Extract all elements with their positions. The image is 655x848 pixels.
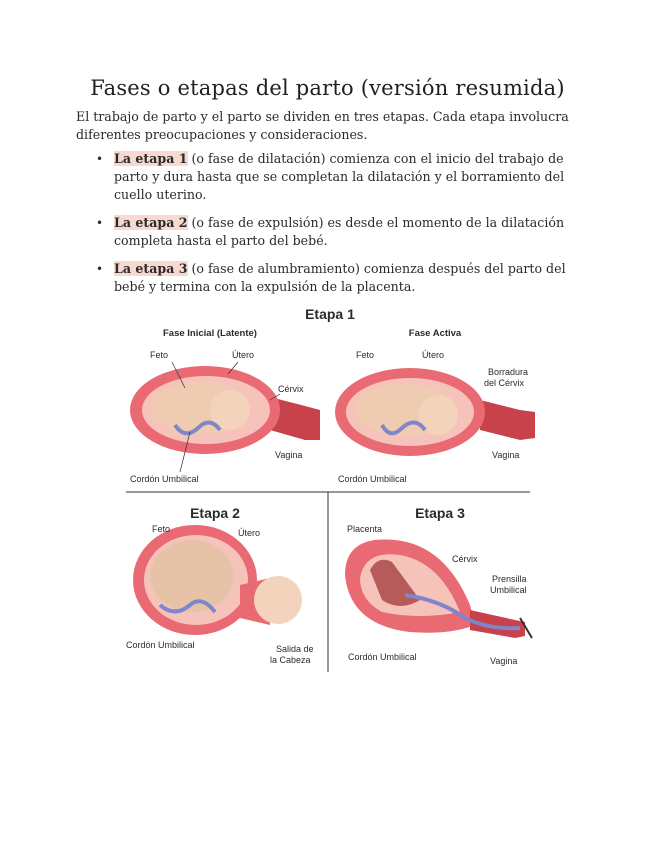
label-vagina-active: Vagina (492, 450, 520, 460)
labor-stages-figure (120, 300, 540, 680)
stage-description: (o fase de alumbramiento) comienza después del parto del bebé y termina con la expulsión de la placenta. (114, 261, 566, 294)
label-feto-active: Feto (356, 350, 375, 360)
label-cordon-active: Cordón Umbilical (338, 474, 407, 484)
label-cervix-latent: Cérvix (278, 384, 304, 394)
label-salida-line2: la Cabeza (270, 655, 311, 665)
label-feto-latent: Feto (150, 350, 169, 360)
label-cordon-latent: Cordón Umbilical (130, 474, 199, 484)
stage-list (92, 150, 572, 306)
bullet-icon: • (96, 152, 104, 166)
label-vagina-stage3: Vagina (490, 656, 518, 666)
bullet-icon: • (96, 216, 104, 230)
label-salida-line1: Salida de (276, 644, 314, 654)
active-phase-heading: Fase Activa (408, 328, 462, 339)
stage-term: La etapa 3 (114, 261, 188, 276)
label-borradura-line1: Borradura (488, 367, 529, 377)
stage-description: (o fase de dilatación) comienza con el inicio del trabajo de parto y dura hasta que se completan la dilatación y el borramiento del cuello uterino. (114, 151, 565, 202)
stage2-heading: Etapa 2 (190, 505, 240, 521)
label-placenta: Placenta (347, 524, 383, 534)
stage-term: La etapa 2 (114, 215, 188, 230)
latent-uterus-illustration (130, 366, 320, 454)
page-title: Fases o etapas del parto (versión resumida) (90, 76, 565, 100)
label-feto-stage2: Feto (152, 524, 171, 534)
bullet-icon: • (96, 262, 104, 276)
label-vagina-latent: Vagina (275, 450, 303, 460)
label-cervix-stage3: Cérvix (452, 554, 478, 564)
label-cordon-stage2: Cordón Umbilical (126, 640, 195, 650)
label-prensilla-line2: Umbilical (490, 585, 527, 595)
label-utero-latent: Útero (232, 350, 255, 360)
latent-phase-heading: Fase Inicial (Latente) (163, 328, 257, 339)
stage2-illustration (133, 525, 302, 635)
label-prensilla-line1: Prensilla (492, 574, 527, 584)
list-item-stage-3 (92, 260, 572, 296)
label-utero-stage2: Útero (238, 528, 261, 538)
list-item-stage-2 (92, 214, 572, 250)
stage3-heading: Etapa 3 (415, 505, 465, 521)
intro-paragraph: El trabajo de parto y el parto se dividen en tres etapas. Cada etapa involucra diferentes preocupaciones y consideraciones. (76, 109, 569, 142)
baby-head (254, 576, 302, 624)
list-item-stage-1 (92, 150, 572, 204)
stage1-heading: Etapa 1 (305, 306, 355, 322)
label-utero-active: Útero (422, 350, 445, 360)
label-cordon-stage3: Cordón Umbilical (348, 652, 417, 662)
stage-description: (o fase de expulsión) es desde el momento de la dilatación completa hasta el parto del bebé. (114, 215, 565, 248)
stage-term: La etapa 1 (114, 151, 188, 166)
label-borradura-line2: del Cérvix (484, 378, 525, 388)
